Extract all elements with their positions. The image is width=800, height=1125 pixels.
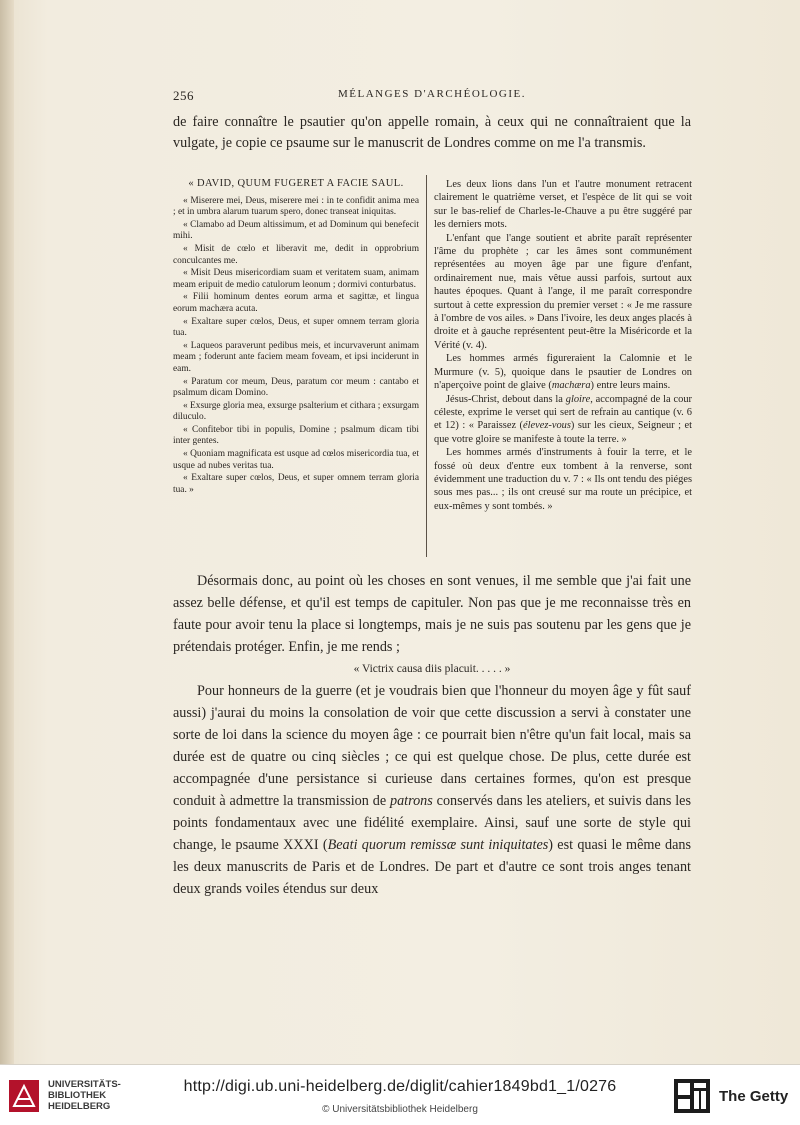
psalm-verse: « Exaltare super cœlos, Deus, et super omnem terram gloria tua. » (173, 473, 419, 495)
latin-quote: « Victrix causa diis placuit. . . . . » (353, 663, 511, 675)
psalm-verse: « Exaltare super cœlos, Deus, et super omnem terram gloria tua. (173, 316, 419, 339)
psalm-column (173, 178, 419, 496)
psalm-verse: « Misit de cœlo et liberavit me, dedit in opprobrium conculcantes me. (173, 243, 419, 266)
psalm-title: « DAVID, QUUM FUGERET A FACIE SAUL. (188, 178, 404, 189)
page-url-link[interactable]: http://digi.ub.uni-heidelberg.de/diglit/cahier1849bd1_1/0276 (183, 1078, 617, 1095)
library-name-line: BIBLIOTHEK (48, 1090, 107, 1101)
note-italic: machæra (551, 380, 591, 392)
note-paragraph: Les hommes armés d'instruments à fouir la terre, et le fossé où deux d'entre eux tombent à la renverse, sont évidemment une traduction du v. 7 : « Ils ont tendu des piéges sous mes pas... ; ils ont creusé sur ma route un précipice, et eux-mêmes y sont tombés. » (434, 447, 692, 512)
note-paragraph: L'enfant que l'ange soutient et abrite paraît représenter l'âme du prophète ; car les âmes sont communément représentées au moyen âge par une figure d'enfant, ordinairement nue, mais vêtue aussi parfois, surtout aux hautes époques. Quant à l'ange, il me paraît correspondre surtout à cette expression du premier verset : « Je me rassure à l'ombre de vos ailes. » Dans l'ivoire, les deux anges placés à droite et à gauche représentent peut-être la Miséricorde et la Vérité (v. 4). (434, 232, 692, 351)
psalm-verse: « Misit Deus misericordiam suam et veritatem suam, animam meam eripuit de medio catulorum leonum ; dormivi conturbatus. (173, 268, 419, 290)
psalm-verse: « Miserere mei, Deus, miserere mei : in te confidit anima mea ; et in umbra alarum tuarum spero, donec transeat iniquitas. (173, 195, 419, 218)
library-name-line: HEIDELBERG (48, 1101, 111, 1112)
page-number: 256 (173, 88, 194, 103)
note-paragraph: Les deux lions dans l'un et l'autre monument retracent clairement le quatrième verset, et l'espèce de lit qui se voit sur le bas-relief de Charles-le-Chauve a pu être suggéré par les derniers mots. (434, 179, 692, 231)
getty-logo-icon (674, 1079, 710, 1113)
note-paragraph (434, 393, 692, 447)
note-text: Les hommes armés figureraient la Calomnie et le Murmure (v. 5), quoique dans le psautier de Londres on n'aperçoive point de glaive ( (434, 353, 692, 392)
viewer-footer (0, 1064, 800, 1125)
note-text: Jésus-Christ, debout dans la (446, 393, 566, 405)
body-italic: Beati quorum remissæ sunt iniquitates (327, 837, 549, 853)
psalm-verse: « Paratum cor meum, Deus, paratum cor meum : cantabo et psalmum dicam Domino. (173, 376, 419, 399)
body-text: ) est quasi le même dans les deux manuscrits de Paris et de Londres. De part et d'autre ce sont trois anges tenant deux grands voiles étendus sur deux (173, 837, 692, 897)
note-text: , accompagné de la cour céleste, exprime le verset qui sert de refrain au cantique (v. 6 et 12) : « Paraissez ( (434, 393, 692, 432)
notes-column (434, 178, 692, 513)
psalm-verse: « Laqueos paraverunt pedibus meis, et incurvaverunt animam meam ; foderunt ante faciem meam foveam, et ipsi inciderunt in eam. (173, 340, 419, 374)
note-text: ) entre leurs mains. (590, 380, 671, 392)
psalm-verse: « Exsurge gloria mea, exsurge psalterium et cithara ; exsurgam diluculo. (173, 400, 419, 423)
psalm-verse: « Quoniam magnificata est usque ad cœlos misericordia tua, et usque ad nubes veritas tua. (173, 449, 419, 471)
column-divider (426, 175, 427, 557)
intro-paragraph: de faire connaître le psautier qu'on appelle romain, à ceux qui ne connaîtraient que la vulgate, je copie ce psaume sur le manuscrit de Londres comme on me l'a transmis. (173, 114, 691, 151)
main-text (173, 570, 691, 900)
body-paragraph: Désormais donc, au point où les choses en sont venues, il me semble que j'ai fait une assez belle défense, et qu'il est temps de capituler. Non pas que je me reconnaisse très en faute pour avoir tenu la place si longtemps, mais je ne suis pas soutenu par les gens que je prétendais protéger. Enfin, je me rends ; (173, 573, 691, 655)
copyright-notice: © Universitätsbibliothek Heidelberg (322, 1104, 478, 1115)
note-italic: gloire (565, 393, 591, 405)
body-italic: patrons (389, 793, 433, 809)
psalm-verse: « Clamabo ad Deum altissimum, et ad Dominum qui benefecit mihi. (173, 219, 419, 242)
body-text: conservés dans les ateliers, et suivis dans les points fondamentaux avec une fidélité exemplaire. Ainsi, sauf une sorte de style qui change, le psaume XXXI ( (173, 793, 691, 853)
note-italic: élevez-vous (523, 420, 571, 432)
library-name-line: UNIVERSITÄTS- (48, 1079, 121, 1090)
body-paragraph (173, 680, 691, 900)
note-paragraph (434, 352, 692, 392)
psalm-verse: « Filii hominum dentes eorum arma et sagittæ, et lingua eorum machæra acuta. (173, 292, 419, 314)
body-text: Pour honneurs de la guerre (et je voudrais bien que l'honneur du moyen âge y fût sauf aussi) j'aurai du moins la consolation de voir que cette discussion a servi à constater une sorte de loi dans la science du moyen âge : ce pourrait bien n'être qu'un fait local, mais sa durée est de quatre ou cinq siècles ; ce qui est quelque chose. De plus, cette durée est accompagnée d'une persistance si curieuse dans certaines formes, qu'on est presque conduit à admettre la transmission de (173, 683, 691, 809)
running-title: MÉLANGES D'ARCHÉOLOGIE. (337, 88, 527, 100)
page-header (173, 88, 691, 106)
book-gutter (0, 0, 14, 1064)
note-text: ) sur les cieux, Seigneur ; et que votre gloire se manifeste à toute la terre. » (434, 420, 692, 445)
getty-name[interactable]: The Getty (719, 1088, 789, 1105)
psalm-verse: « Confitebor tibi in populis, Domine ; psalmum dicam tibi inter gentes. (173, 424, 419, 447)
